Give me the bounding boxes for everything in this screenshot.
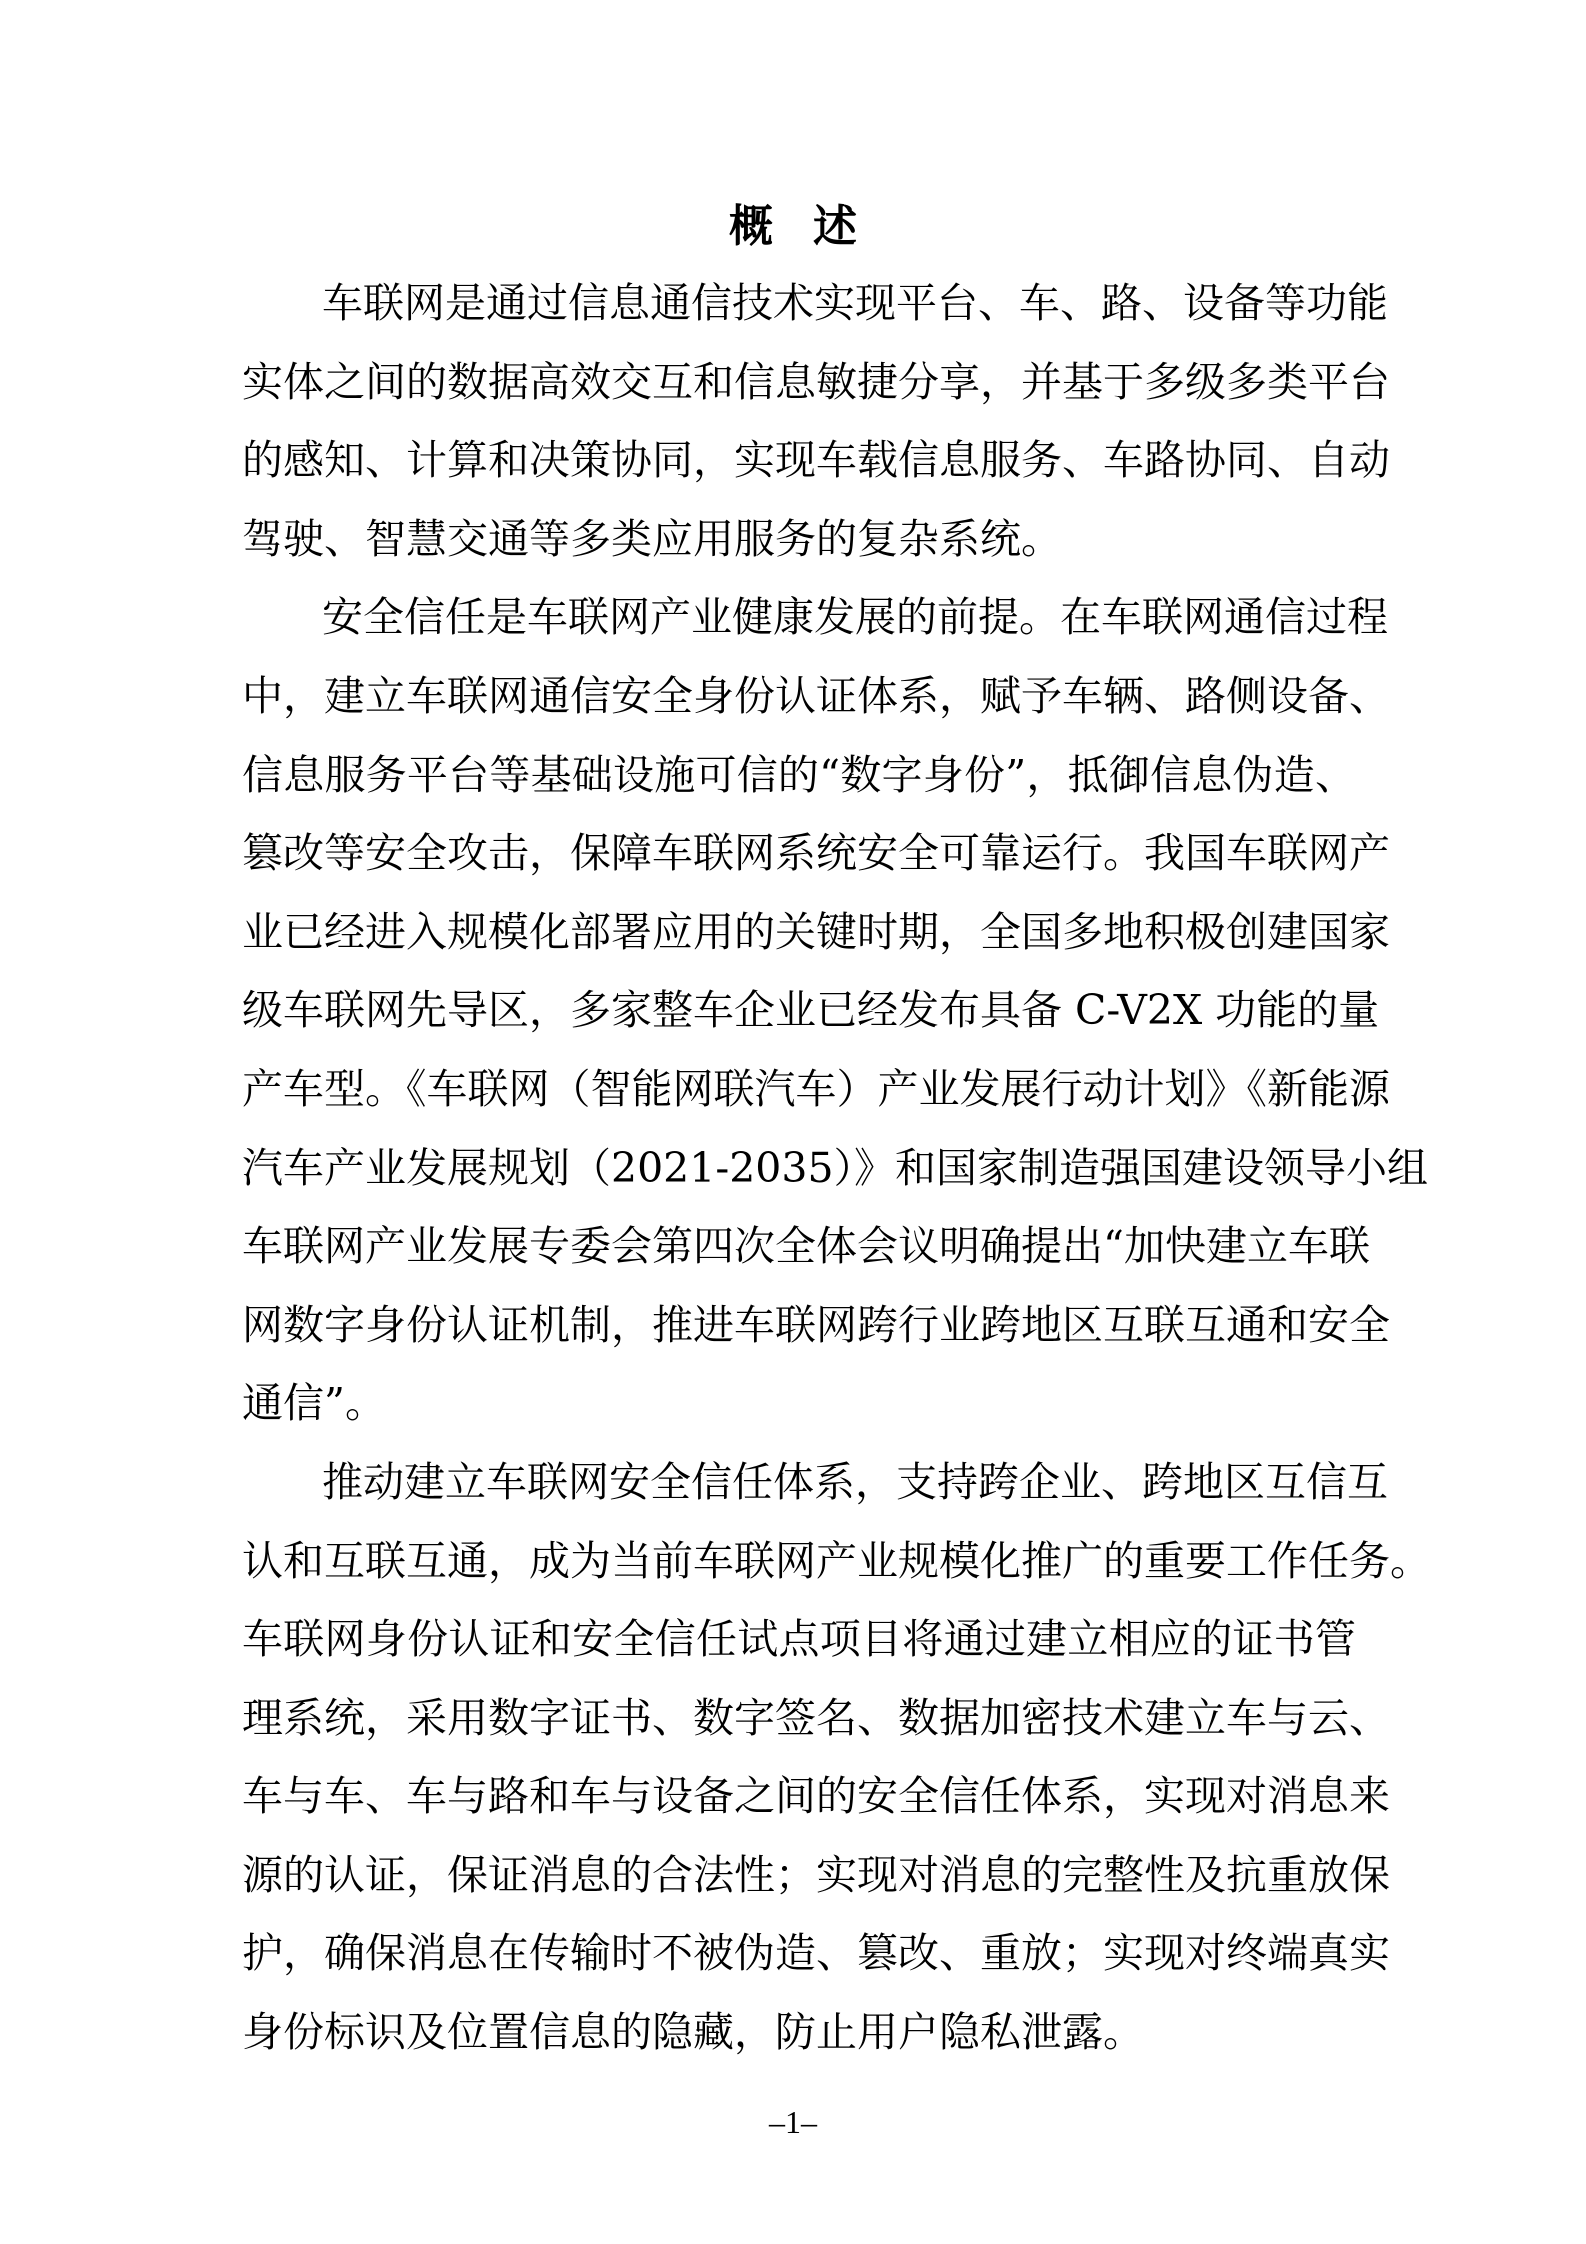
text-line: 推动建立车联网安全信任体系，支持跨企业、跨地区互信互 [322,1457,1388,1506]
text-line: 实体之间的数据高效交互和信息敏捷分享，并基于多级多类平台 [242,357,1390,406]
text-line: 信息服务平台等基础设施可信的“数字身份”，抵御信息伪造、 [242,750,1356,799]
text-line: 产车型。《车联网（智能网联汽车）产业发展行动计划》《新能源 [242,1064,1390,1113]
text-line: 车与车、车与路和车与设备之间的安全信任体系，实现对消息来 [242,1772,1390,1821]
text-line: 通信”。 [242,1379,386,1428]
text-line: 车联网产业发展专委会第四次全体会议明确提出“加快建立车联 [242,1222,1370,1271]
text-line: 级车联网先导区，多家整车企业已经发布具备 C-V2X 功能的量 [242,986,1380,1035]
text-line: 网数字身份认证机制，推进车联网跨行业跨地区互联互通和安全 [242,1300,1390,1349]
paragraph [242,264,1390,578]
paragraph [242,1443,1431,2072]
text-line: 理系统，采用数字证书、数字签名、数据加密技术建立车与云、 [242,1693,1390,1742]
text-line: 身份标识及位置信息的隐藏，防止用户隐私泄露。 [242,2008,1144,2057]
text-line: 护，确保消息在传输时不被伪造、篡改、重放；实现对终端真实 [242,1929,1390,1978]
text-line: 安全信任是车联网产业健康发展的前提。在车联网通信过程 [322,593,1388,642]
text-line: 汽车产业发展规划（2021-2035）》和国家制造强国建设领导小组 [242,1143,1429,1192]
text-line: 车联网身份认证和安全信任试点项目将通过建立相应的证书管 [242,1615,1356,1664]
page-title: 概述 [729,201,897,252]
text-line: 中，建立车联网通信安全身份认证体系，赋予车辆、路侧设备、 [242,671,1390,720]
text-line: 源的认证，保证消息的合法性；实现对消息的完整性及抗重放保 [242,1850,1390,1899]
page-number: –1– [769,2104,817,2140]
paragraph [242,578,1429,1443]
text-line: 业已经进入规模化部署应用的关键时期，全国多地积极创建国家 [242,907,1390,956]
text-line: 认和互联互通，成为当前车联网产业规模化推广的重要工作任务。 [242,1536,1431,1585]
document-body [242,264,1431,2072]
text-line: 驾驶、智慧交通等多类应用服务的复杂系统。 [242,514,1062,563]
text-line: 车联网是通过信息通信技术实现平台、车、路、设备等功能 [322,279,1388,327]
text-line: 篡改等安全攻击，保障车联网系统安全可靠运行。我国车联网产 [242,829,1390,878]
text-line: 的感知、计算和决策协同，实现车载信息服务、车路协同、自动 [242,436,1390,485]
